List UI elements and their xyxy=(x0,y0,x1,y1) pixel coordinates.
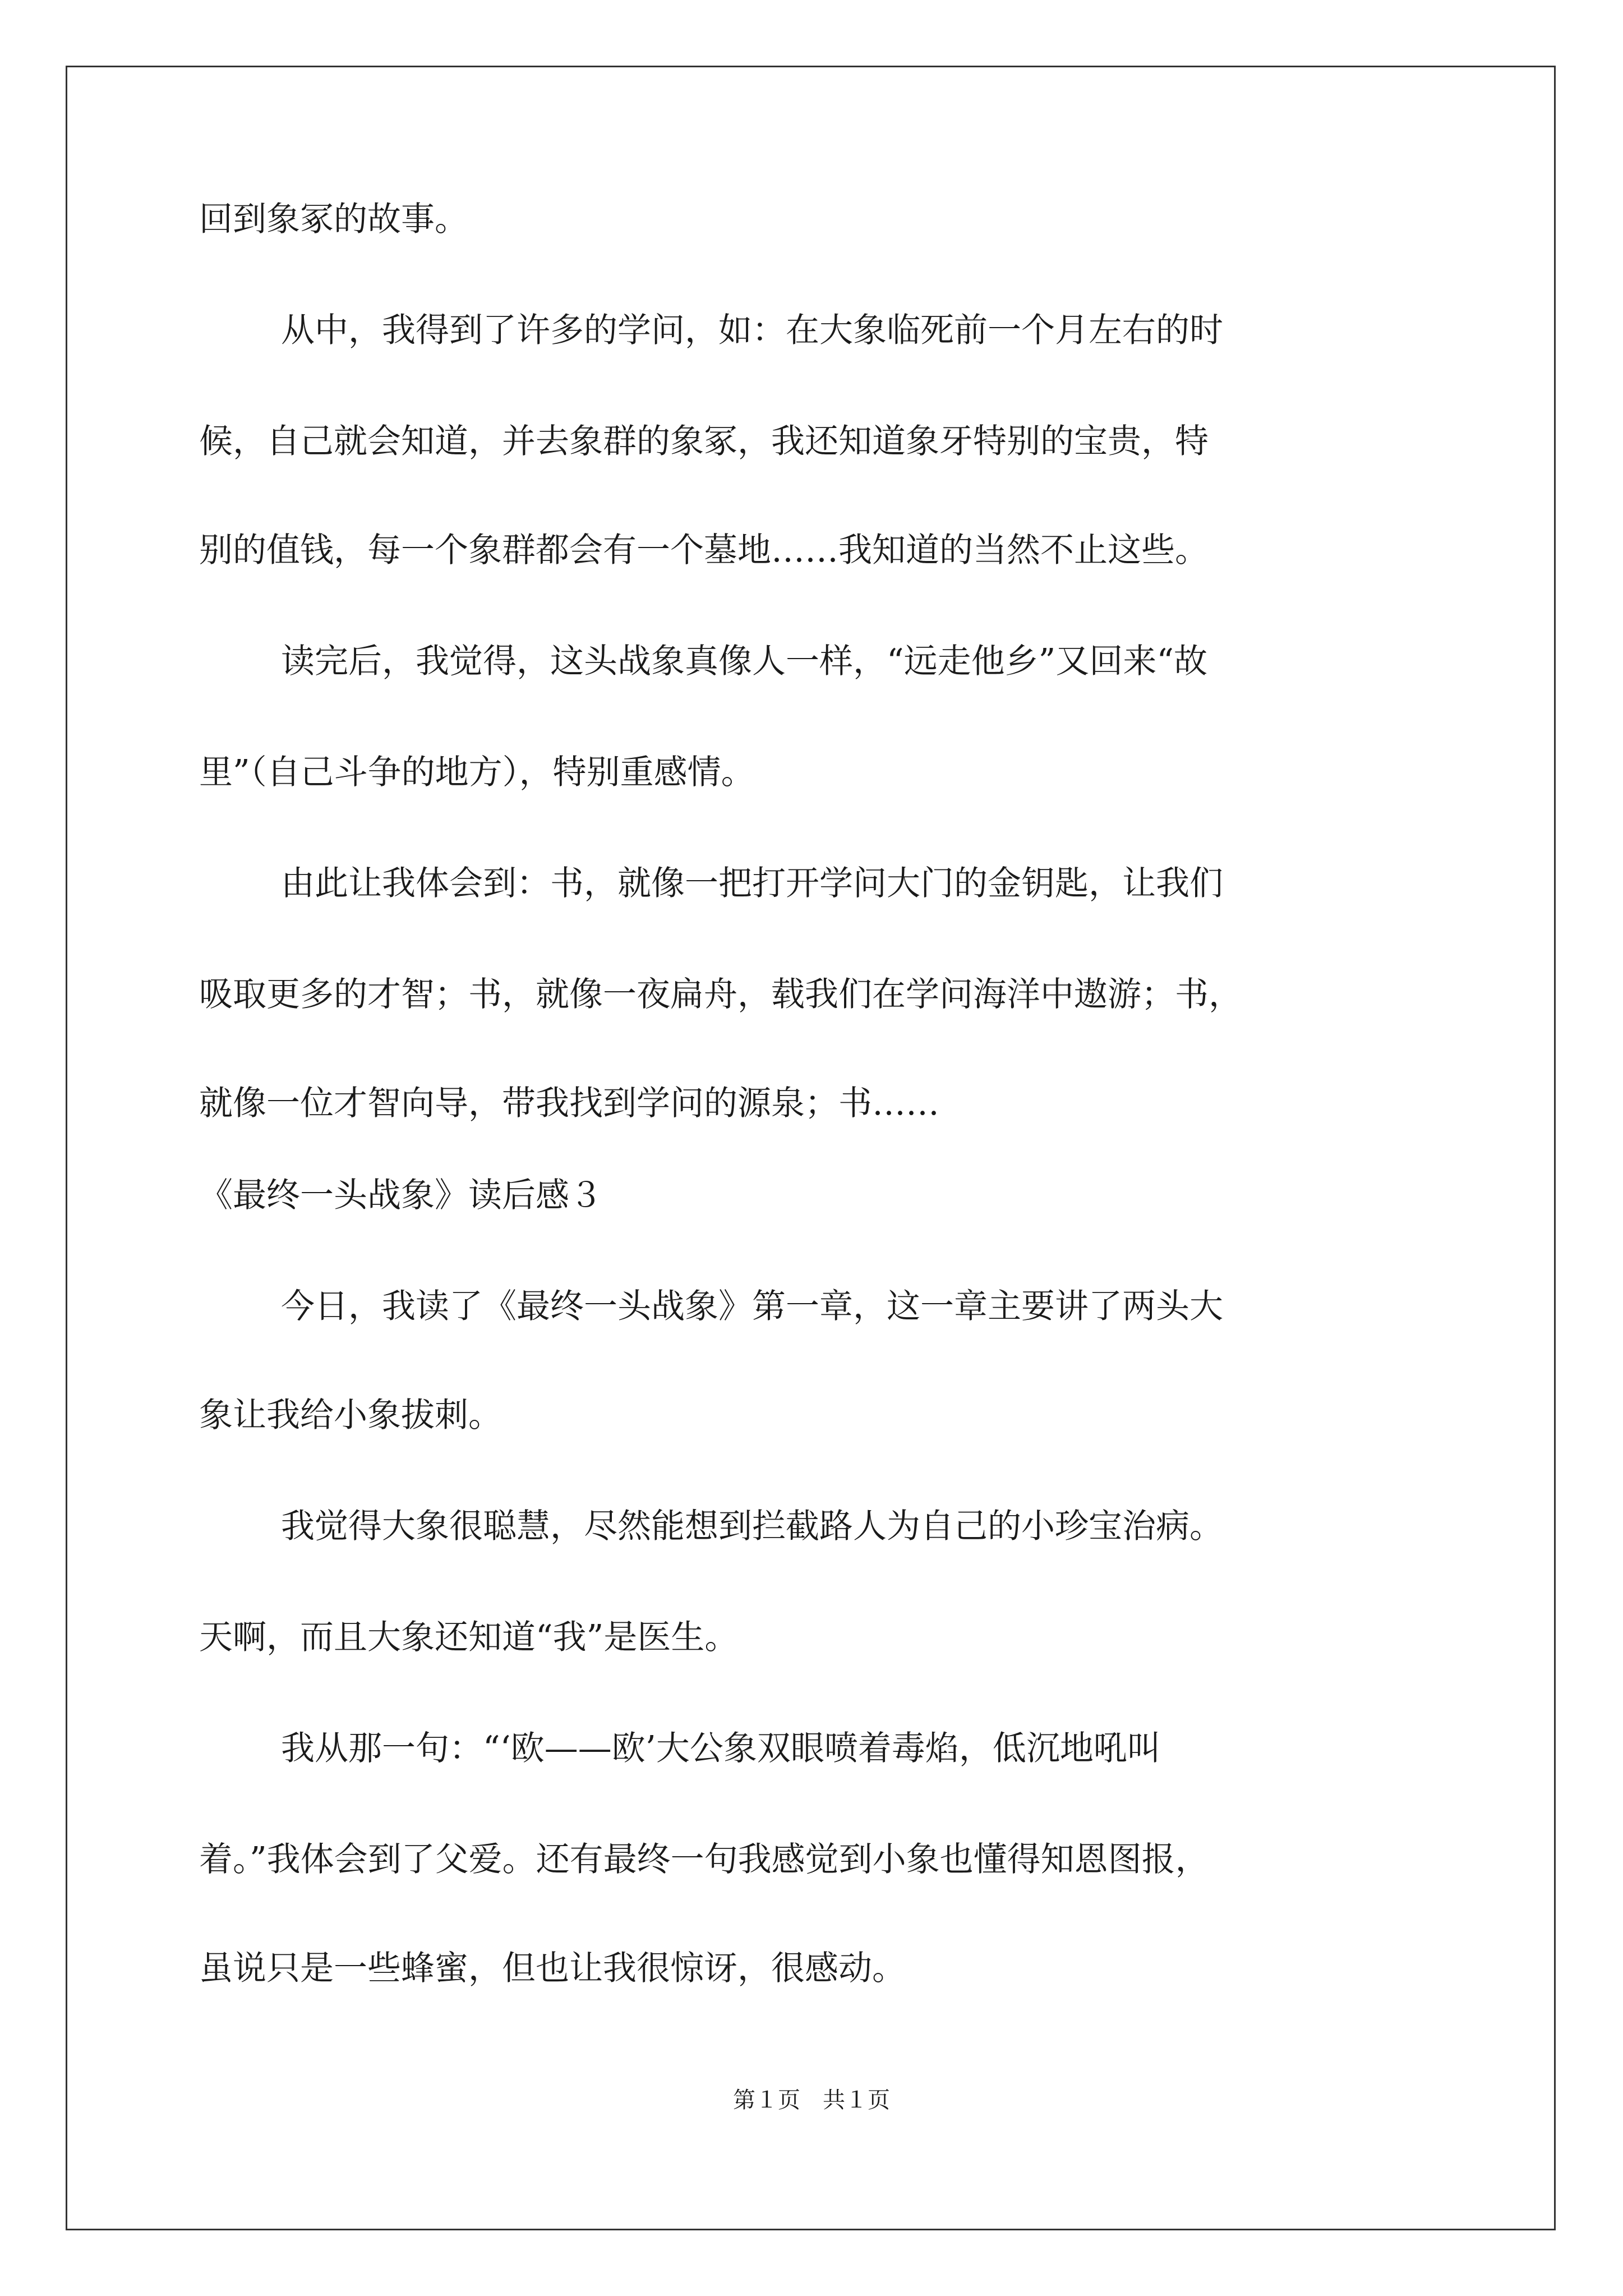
text-line: 就像一位才智向导，带我找到学问的源泉；书…… xyxy=(199,1084,939,1123)
text-line: 里”（自己斗争的地方），特别重感情。 xyxy=(199,753,755,792)
paragraph-start-line: 读完后，我觉得，这头战象真像人一样，“远走他乡”又回来“故 xyxy=(281,642,1208,681)
page-border xyxy=(66,66,1556,2230)
paragraph-start-line: 我从那一句：“‘欧——欧’大公象双眼喷着毒焰，低沉地吼叫 xyxy=(281,1729,1161,1768)
paragraph-start-line: 今日，我读了《最终一头战象》第一章，这一章主要讲了两头大 xyxy=(281,1287,1223,1326)
text-line: 吸取更多的才智；书，就像一夜扁舟，载我们在学问海洋中遨游；书， xyxy=(199,975,1242,1014)
paragraph-start-line: 从中，我得到了许多的学问，如：在大象临死前一个月左右的时 xyxy=(281,311,1223,350)
text-line: 天啊，而且大象还知道“我”是医生。 xyxy=(199,1618,739,1657)
text-line: 别的值钱，每一个象群都会有一个墓地……我知道的当然不止这些。 xyxy=(199,531,1209,570)
text-line: 候，自己就会知道，并去象群的象冢，我还知道象牙特别的宝贵，特 xyxy=(199,422,1209,461)
text-line: 象让我给小象拔刺。 xyxy=(199,1396,502,1435)
section-heading: 《最终一头战象》读后感３ xyxy=(199,1176,603,1215)
page-number-footer: 第１页 共１页 xyxy=(733,2087,890,2113)
paragraph-start-line: 我觉得大象很聪慧，尽然能想到拦截路人为自己的小珍宝治病。 xyxy=(281,1507,1223,1546)
text-line: 虽说只是一些蜂蜜，但也让我很惊讶，很感动。 xyxy=(199,1949,906,1988)
text-line: 回到象冢的故事。 xyxy=(199,200,468,239)
paragraph-start-line: 由此让我体会到：书，就像一把打开学问大门的金钥匙，让我们 xyxy=(281,864,1223,903)
text-line: 着。”我体会到了父爱。还有最终一句我感觉到小象也懂得知恩图报， xyxy=(199,1840,1209,1879)
